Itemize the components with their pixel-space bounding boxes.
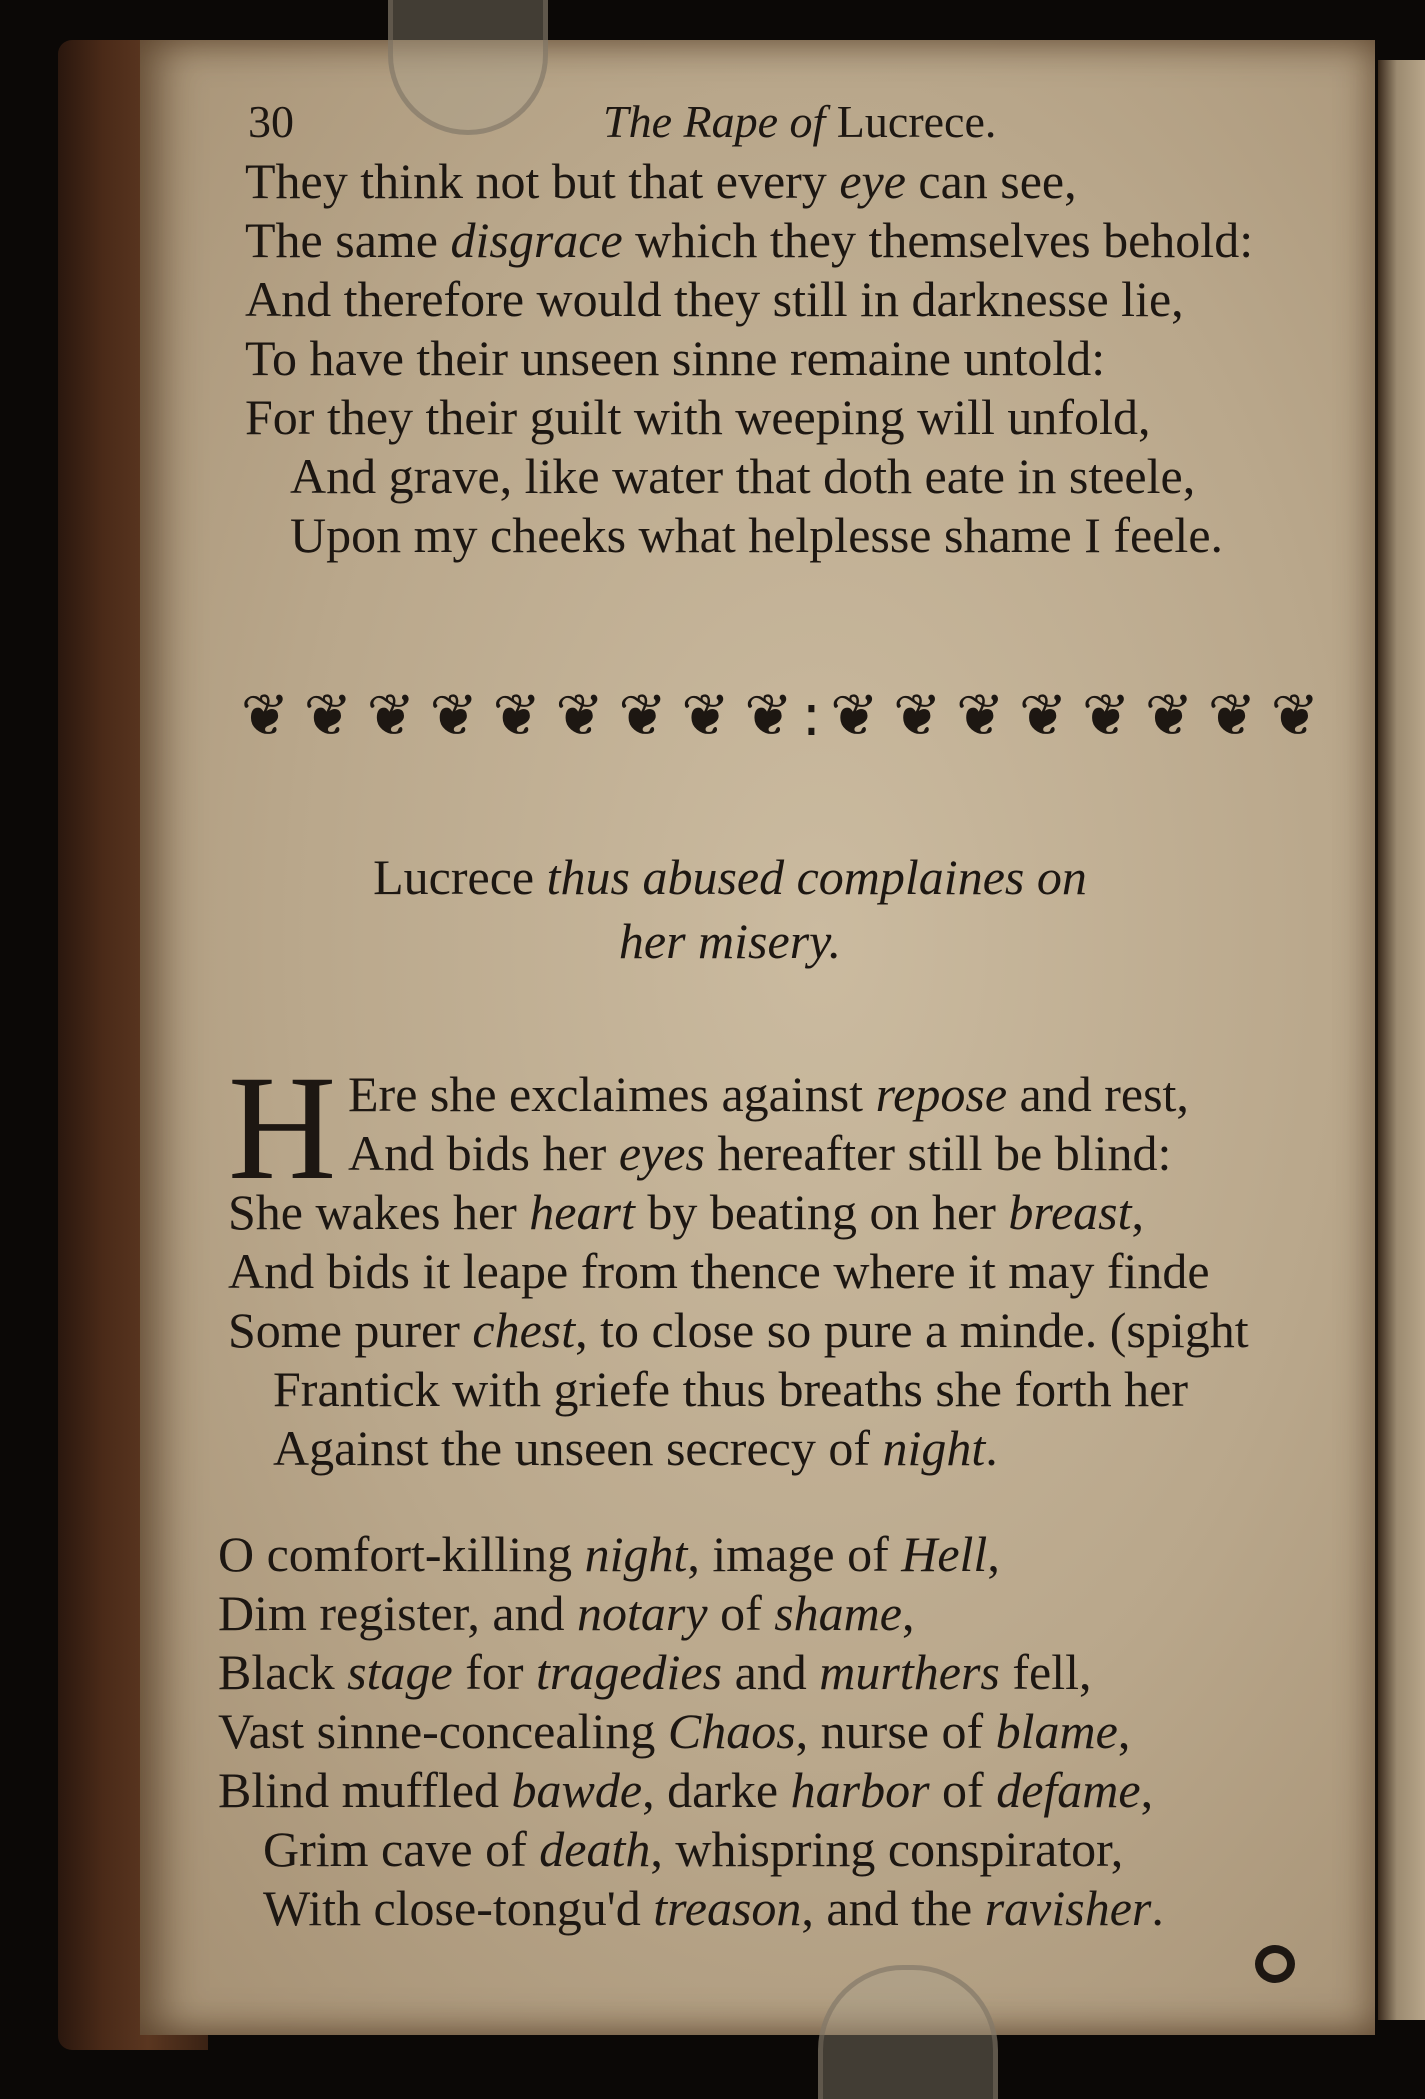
verse-text: Some purer [228,1302,473,1358]
italic-word: ravisher [984,1880,1152,1936]
verse-line [228,1124,1249,1183]
verse-text: , image of [687,1526,902,1582]
verse-line [245,388,1253,447]
verse-text: The same [245,212,451,268]
running-title-roman: Lucrece. [836,96,997,147]
verse-text: Upon my cheeks what helplesse shame I feele. [290,507,1224,563]
verse-line [245,506,1253,565]
fleuron-icon: ❦ [366,681,416,749]
fleuron-icon: ❦ [1081,681,1131,749]
verse-line [228,1183,1249,1242]
italic-word: tragedies [536,1644,723,1700]
heading-roman: Lucrece [373,849,535,905]
italic-word: treason [653,1880,802,1936]
fleuron-icon: ❦ [492,681,542,749]
italic-word: bawde [511,1762,643,1818]
verse-text: , whispring conspirator, [650,1821,1124,1877]
verse-text: fell, [999,1644,1092,1700]
verse-text: and rest, [1007,1066,1189,1122]
fleuron-icon: ❦ [830,681,879,749]
verse-line [245,447,1253,506]
verse-text: and [722,1644,820,1700]
verse-text: O comfort-killing [218,1526,585,1582]
verse-text: , and the [801,1880,985,1936]
heading-italic-2: her misery. [618,913,842,969]
facing-page-edge [1378,60,1425,2020]
verse-text: Blind muffled [218,1762,512,1818]
fleuron-icon: ❦ [429,681,479,749]
verse-text: of [707,1585,775,1641]
running-title-italic: The Rape of [603,96,826,147]
fleuron-icon: ❦ [1018,681,1068,749]
fleuron-icon: ❦ [1207,681,1257,749]
fleuron-icon: ❦ [744,681,793,749]
heading-italic-1: thus abused complaines on [546,849,1087,905]
verse-text: To have their unseen sinne remaine untold: [245,330,1106,386]
fleuron-icon: ❦ [240,681,290,749]
verse-text: , nurse of [795,1703,996,1759]
verse-text: can see, [905,153,1077,209]
verse-text: With close-tongu'd [263,1880,654,1936]
page-number: 30 [248,96,294,147]
italic-word: night [882,1420,986,1476]
stanza-two [228,1045,1249,1478]
ornament-band [235,670,1325,760]
verse-line [228,1242,1249,1301]
verse-line [218,1879,1164,1938]
italic-word: disgrace [450,212,623,268]
verse-text: , [1117,1703,1131,1759]
verse-text: Black [218,1644,348,1700]
verse-text: . [1151,1880,1164,1936]
verse-text: And bids it leape from thence where it may finde [228,1243,1210,1299]
verse-text: Frantick with griefe thus breaths she forth her [273,1361,1189,1417]
verse-text: , [1140,1762,1154,1818]
italic-word: heart [529,1184,635,1240]
fleuron-icon: ❦ [1144,681,1194,749]
italic-word: night [584,1526,688,1582]
fleuron-icon: ❦ [303,681,353,749]
italic-word: shame [774,1585,902,1641]
verse-text: Grim cave of [263,1821,540,1877]
verse-text: hereafter still be blind: [704,1125,1172,1181]
italic-word: murthers [819,1644,1000,1700]
ink-mark [1255,1945,1295,1983]
verse-text: Vast sinne-concealing [218,1703,668,1759]
drop-cap: H [228,1045,337,1211]
italic-word: defame [996,1762,1141,1818]
italic-word: eyes [618,1125,705,1181]
verse-line [228,1301,1249,1360]
verse-text: of [929,1762,997,1818]
italic-word: eye [839,153,906,209]
verse-text: by beating on her [634,1184,1009,1240]
italic-word: stage [347,1644,453,1700]
verse-text: , [1131,1184,1145,1240]
verse-line [245,152,1253,211]
fleuron-icon: ❦ [618,681,667,749]
section-heading-line1 [200,845,1260,909]
verse-text: . [985,1420,998,1476]
stanza-three [218,1525,1164,1938]
fleuron-icon: ❦ [893,681,942,749]
verse-line [218,1702,1164,1761]
verse-text: , to close so pure a minde. (spight [575,1302,1249,1358]
verse-text: , [901,1585,915,1641]
fleuron-icon: ❦ [681,681,730,749]
ornament-separator: : [801,681,822,749]
italic-word: chest [472,1302,576,1358]
verse-text: Ere she exclaimes against [348,1066,876,1122]
section-heading [200,845,1260,973]
verse-text: , darke [642,1762,791,1818]
verse-line [228,1419,1249,1478]
stanza-one [245,152,1253,565]
italic-word: breast [1008,1184,1132,1240]
italic-word: Chaos [667,1703,796,1759]
verse-line [218,1584,1164,1643]
verse-line [218,1643,1164,1702]
verse-line [245,329,1253,388]
verse-text: Dim register, and [218,1585,578,1641]
verse-text: They think not but that every [245,153,840,209]
verse-line [245,270,1253,329]
verse-line [228,1065,1249,1124]
verse-line [218,1761,1164,1820]
fleuron-icon: ❦ [955,681,1005,749]
italic-word: blame [995,1703,1118,1759]
verse-line [245,211,1253,270]
fleuron-icon: ❦ [555,681,604,749]
verse-text: And grave, like water that doth eate in steele, [290,448,1196,504]
verse-line [218,1820,1164,1879]
verse-text: And bids her [348,1125,619,1181]
running-title [603,95,996,148]
verse-text: For they their guilt with weeping will unfold, [245,389,1151,445]
verse-line [218,1525,1164,1584]
fleuron-icon: ❦ [1270,681,1320,749]
verse-text: She wakes her [228,1184,530,1240]
verse-text: And therefore would they still in darknesse lie, [245,271,1184,327]
italic-word: death [539,1821,651,1877]
verse-line [228,1360,1249,1419]
verse-text: , [987,1526,1000,1582]
italic-word: repose [875,1066,1008,1122]
italic-word: harbor [790,1762,930,1818]
verse-text: for [452,1644,536,1700]
verse-text: which they themselves behold: [622,212,1254,268]
italic-word: Hell [901,1526,988,1582]
verse-text: Against the unseen secrecy of [273,1420,883,1476]
italic-word: notary [577,1585,708,1641]
